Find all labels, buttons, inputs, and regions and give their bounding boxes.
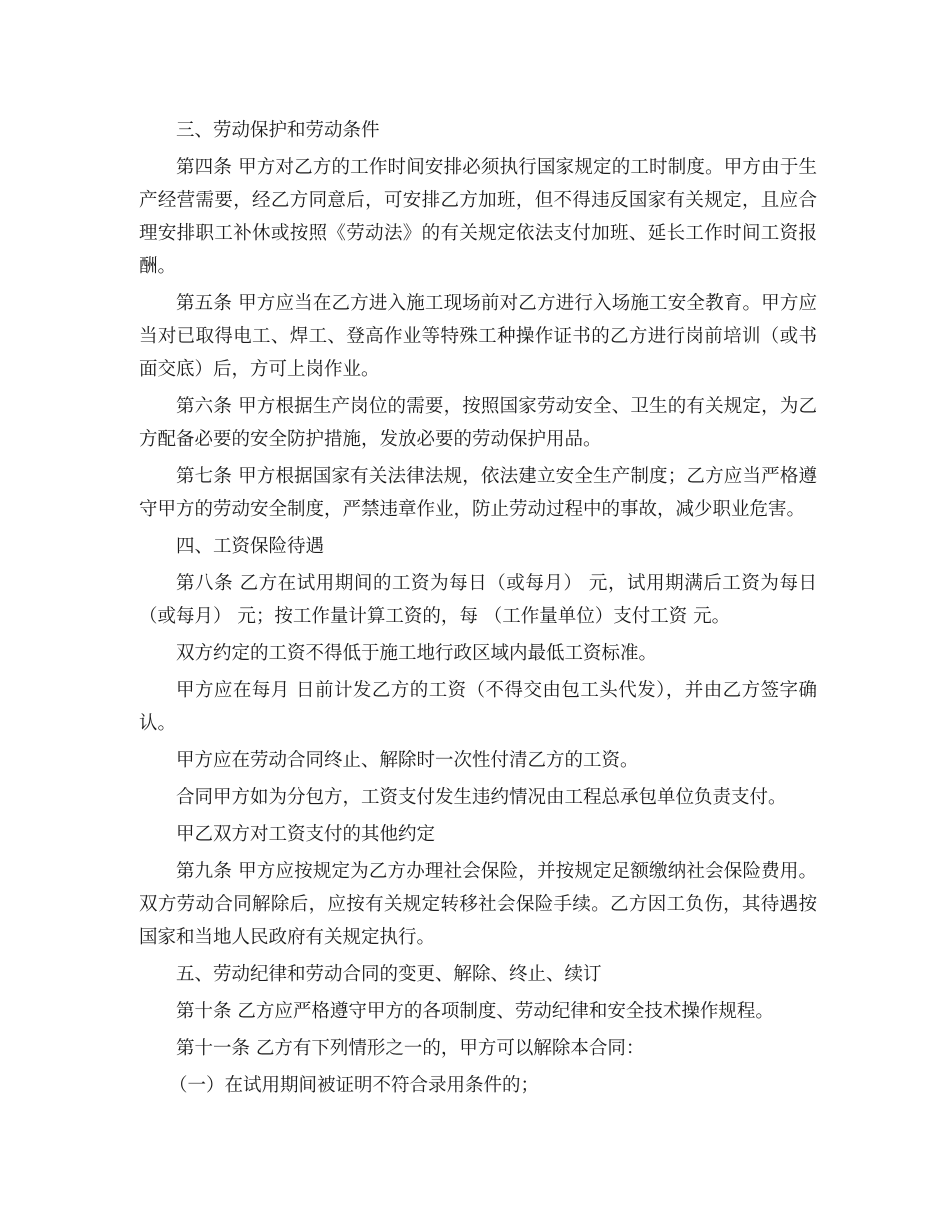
article-11-item-1: （一）在试用期间被证明不符合录用条件的；	[169, 1075, 540, 1096]
wage-payment-date-clause: 甲方应在每月 日前计发乙方的工资（不得交由包工头代发），并由乙方签字确认。	[139, 680, 817, 734]
article-4: 第四条 甲方对乙方的工作时间安排必须执行国家规定的工时制度。甲方由于生产经营需要，经乙方同意后，可安排乙方加班，但不得违反国家有关规定，且应合理安排职工补休或按照《劳动法》的有关规定依法支付加班、延长工作时间工资报酬。	[139, 157, 817, 277]
article-11: 第十一条 乙方有下列情形之一的，甲方可以解除本合同：	[176, 1038, 645, 1059]
article-8: 第八条 乙方在试用期间的工资为每日（或每月） 元，试用期满后工资为每日（或每月） 元；按工作量计算工资的，每 （工作量单位）支付工资 元。	[139, 573, 817, 627]
subcontractor-wage-clause: 合同甲方如为分包方，工资支付发生违约情况由工程总承包单位负责支付。	[176, 787, 787, 808]
section-heading-labor-protection: 三、劳动保护和劳动条件	[176, 120, 380, 141]
article-9: 第九条 甲方应按规定为乙方办理社会保险，并按规定足额缴纳社会保险费用。双方劳动合同解除后，应按有关规定转移社会保险手续。乙方因工负伤，其待遇按国家和当地人民政府有关规定执行。	[139, 861, 817, 948]
section-heading-discipline-contract: 五、劳动纪律和劳动合同的变更、解除、终止、续订	[176, 964, 602, 985]
wage-settlement-clause: 甲方应在劳动合同终止、解除时一次性付清乙方的工资。	[176, 750, 639, 771]
article-10: 第十条 乙方应严格遵守甲方的各项制度、劳动纪律和安全技术操作规程。	[176, 1001, 774, 1022]
article-6: 第六条 甲方根据生产岗位的需要，按照国家劳动安全、卫生的有关规定，为乙方配备必要的安全防护措施，发放必要的劳动保护用品。	[139, 396, 817, 450]
section-heading-wages-insurance: 四、工资保险待遇	[176, 536, 325, 557]
document-body	[139, 114, 817, 1106]
article-5: 第五条 甲方应当在乙方进入施工现场前对乙方进行入场施工安全教育。甲方应当对已取得电工、焊工、登高作业等特殊工种操作证书的乙方进行岗前培训（或书面交底）后，方可上岗作业。	[139, 293, 817, 380]
article-7: 第七条 甲方根据国家有关法律法规，依法建立安全生产制度；乙方应当严格遵守甲方的劳动安全制度，严禁违章作业，防止劳动过程中的事故，减少职业危害。	[139, 466, 817, 520]
wage-minimum-clause: 双方约定的工资不得低于施工地行政区域内最低工资标准。	[176, 643, 658, 664]
other-wage-agreements: 甲乙双方对工资支付的其他约定	[176, 824, 436, 845]
